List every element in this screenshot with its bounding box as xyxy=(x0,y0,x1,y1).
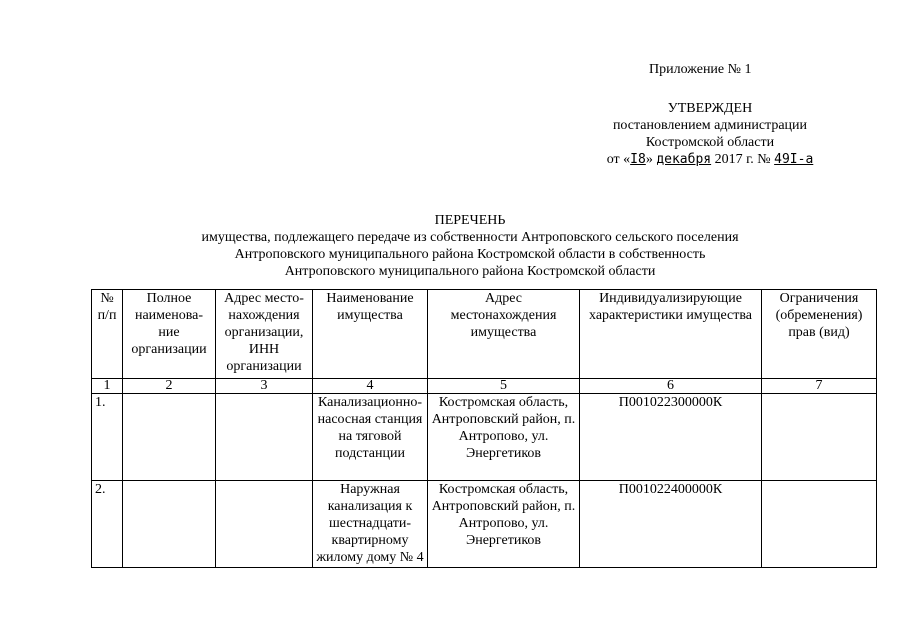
column-number: 4 xyxy=(313,379,428,394)
column-number-row xyxy=(92,379,877,394)
col-header-property-address: Адрес местонахождения имущества xyxy=(428,290,580,379)
date-day: I8 xyxy=(630,152,646,167)
row-org-name xyxy=(123,394,216,481)
row-characteristics: П001022400000К xyxy=(580,481,762,568)
row-index: 1. xyxy=(92,394,123,481)
column-number: 7 xyxy=(762,379,877,394)
column-number: 3 xyxy=(216,379,313,394)
row-index: 2. xyxy=(92,481,123,568)
column-number: 1 xyxy=(92,379,123,394)
approval-block xyxy=(560,100,860,168)
date-month: декабря xyxy=(656,152,712,167)
decree-number: 49I-а xyxy=(774,152,814,167)
approved-heading: УТВЕРЖДЕН xyxy=(667,101,753,116)
table-row xyxy=(92,394,877,481)
col-header-property-name: Наименование имущества xyxy=(313,290,428,379)
col-header-org-address: Адрес место-нахождения организации, ИНН организации xyxy=(216,290,313,379)
row-property-address: Костромская область, Антроповский район, п. Антропово, ул. Энергетиков xyxy=(428,394,580,481)
column-number: 2 xyxy=(123,379,216,394)
document-title xyxy=(90,212,850,280)
approved-line-1: постановлением администрации xyxy=(612,118,808,133)
property-table xyxy=(91,289,877,568)
row-restrictions xyxy=(762,481,877,568)
row-property-name: Канализационно-насосная станция на тяговой подстанции xyxy=(313,394,428,481)
row-org-address xyxy=(216,481,313,568)
row-property-name: Наружная канализация к шестнадцати-квартирному жилому дому № 4 xyxy=(313,481,428,568)
row-characteristics: П001022300000К xyxy=(580,394,762,481)
row-org-address xyxy=(216,394,313,481)
row-restrictions xyxy=(762,394,877,481)
date-mid: » xyxy=(645,152,653,167)
col-header-characteristics: Индивидуализирующие характеристики имущества xyxy=(580,290,762,379)
column-number: 5 xyxy=(428,379,580,394)
table-header-row xyxy=(92,290,877,379)
attachment-label: Приложение № 1 xyxy=(649,62,752,77)
title-line-3: Антроповского муниципального района Костромской области xyxy=(284,264,656,279)
row-property-address: Костромская область, Антроповский район, п. Антропово, ул. Энергетиков xyxy=(428,481,580,568)
row-org-name xyxy=(123,481,216,568)
title-line-2: Антроповского муниципального района Костромской области в собственность xyxy=(234,247,706,262)
date-year: 2017 г. № xyxy=(714,152,771,167)
title-heading: ПЕРЕЧЕНЬ xyxy=(434,213,506,228)
approved-line-2: Костромской области xyxy=(645,135,775,150)
approval-date-line xyxy=(560,151,860,168)
table-row xyxy=(92,481,877,568)
col-header-org-name: Полное наименова-ние организации xyxy=(123,290,216,379)
date-prefix: от « xyxy=(606,152,631,167)
column-number: 6 xyxy=(580,379,762,394)
col-header-restrictions: Ограничения (обременения) прав (вид) xyxy=(762,290,877,379)
col-header-number: № п/п xyxy=(92,290,123,379)
title-line-1: имущества, подлежащего передаче из собственности Антроповского сельского поселения xyxy=(201,230,739,245)
